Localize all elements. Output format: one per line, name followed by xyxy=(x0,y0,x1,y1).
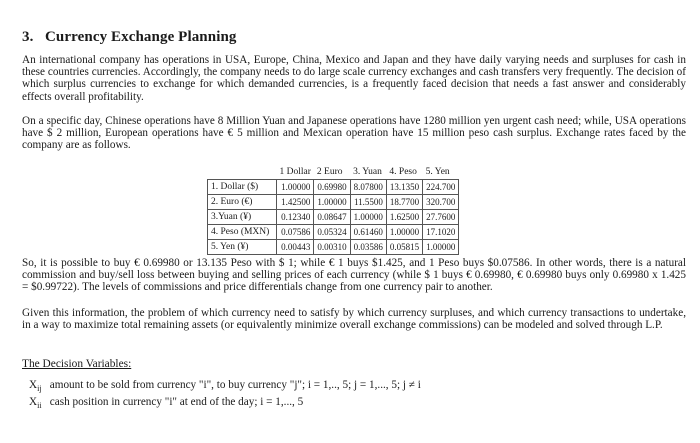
column-header: 2 Euro xyxy=(314,165,350,180)
rate-cell: 0.12340 xyxy=(277,210,314,225)
commission-paragraph: So, it is possible to buy € 0.69980 or 13.135 Peso with $ 1; while € 1 buys $1.425, and 1 Peso buys $0.07586. In other words, there is a natural commission and buy/sell loss between buying and selling prices of each currency (while $ 1 buys € 0.69980, € 0.69980 buys only 0.69980 x 1.425 = $0.99722). The levels of commissions and price differentials change from one currency pair to another. xyxy=(22,257,686,294)
row-header: 4. Peso (MXN) xyxy=(208,225,277,240)
rate-cell: 1.00000 xyxy=(423,240,459,255)
rate-cell: 224.700 xyxy=(423,180,459,195)
row-header: 2. Euro (€) xyxy=(208,195,277,210)
rate-cell: 320.700 xyxy=(423,195,459,210)
column-header: 1 Dollar xyxy=(277,165,314,180)
section-title: Currency Exchange Planning xyxy=(45,29,237,45)
table-row xyxy=(208,240,459,255)
rate-cell: 1.42500 xyxy=(277,195,314,210)
rate-cell: 0.05324 xyxy=(314,225,350,240)
decision-variable-line xyxy=(29,379,421,393)
rate-cell: 0.08647 xyxy=(314,210,350,225)
rate-cell: 0.61460 xyxy=(350,225,386,240)
table-row xyxy=(208,225,459,240)
rate-cell: 11.5500 xyxy=(350,195,386,210)
rate-cell: 1.00000 xyxy=(314,195,350,210)
rate-cell: 0.69980 xyxy=(314,180,350,195)
rate-cell: 0.05815 xyxy=(386,240,422,255)
variable-description: cash position in currency "i" at end of the day; i = 1,..., 5 xyxy=(49,396,304,408)
rate-cell: 0.07586 xyxy=(277,225,314,240)
rate-cell: 0.03586 xyxy=(350,240,386,255)
rate-cell: 17.1020 xyxy=(423,225,459,240)
table-row xyxy=(208,180,459,195)
column-header: 5. Yen xyxy=(423,165,459,180)
rate-cell: 18.7700 xyxy=(386,195,422,210)
rate-cell: 0.00443 xyxy=(277,240,314,255)
row-header: 1. Dollar ($) xyxy=(208,180,277,195)
table-row xyxy=(208,195,459,210)
variable-symbol: $X_{ij}$ xyxy=(29,379,42,394)
table-corner-cell xyxy=(208,165,277,180)
section-number: 3. xyxy=(22,29,34,45)
variable-description: amount to be sold from currency "i", to buy currency "j"; i = 1,.., 5; j = 1,..., 5; j ≠ i xyxy=(49,379,421,391)
intro-paragraph: An international company has operations in USA, Europe, China, Mexico and Japan and they have daily varying needs and surpluses for cash in these countries currencies. Accordingly, the company needs to do large scale currency exchanges and cash transfers very frequently. The decision of which surplus currencies to exchange for which demanded currencies, is a frequently faced decision that needs a fast answer and considerably effects overall profitability. xyxy=(22,54,686,103)
table-header-row xyxy=(208,165,459,180)
rate-cell: 0.00310 xyxy=(314,240,350,255)
given-paragraph: Given this information, the problem of which currency need to satisfy by which currency surpluses, and which currency transactions to undertake, in a way to maximize total remaining assets (or equivalently minimize overall exchange commissions) can be modeled and solved through L.P. xyxy=(22,307,686,332)
table-row xyxy=(208,210,459,225)
exchange-rates-table xyxy=(207,165,459,255)
rate-cell: 1.00000 xyxy=(386,225,422,240)
variable-symbol: $X_{ii}$ xyxy=(29,396,42,411)
specific-day-paragraph: On a specific day, Chinese operations have 8 Million Yuan and Japanese operations have 1280 million yen urgent cash need; while, USA operations have $ 2 million, European operations have € 5 million and Mexican operation have 15 million peso cash surplus. Exchange rates faced by the company are as follows. xyxy=(22,115,686,152)
column-header: 4. Peso xyxy=(386,165,422,180)
decision-variable-line xyxy=(29,396,303,410)
rate-cell: 1.00000 xyxy=(350,210,386,225)
rate-cell: 8.07800 xyxy=(350,180,386,195)
section-heading xyxy=(22,29,237,46)
row-header: 5. Yen (¥) xyxy=(208,240,277,255)
rate-cell: 27.7600 xyxy=(423,210,459,225)
rate-cell: 1.62500 xyxy=(386,210,422,225)
rate-cell: 1.00000 xyxy=(277,180,314,195)
rate-cell: 13.1350 xyxy=(386,180,422,195)
row-header: 3.Yuan (¥) xyxy=(208,210,277,225)
decision-variables-title: The Decision Variables: xyxy=(22,358,132,370)
column-header: 3. Yuan xyxy=(350,165,386,180)
